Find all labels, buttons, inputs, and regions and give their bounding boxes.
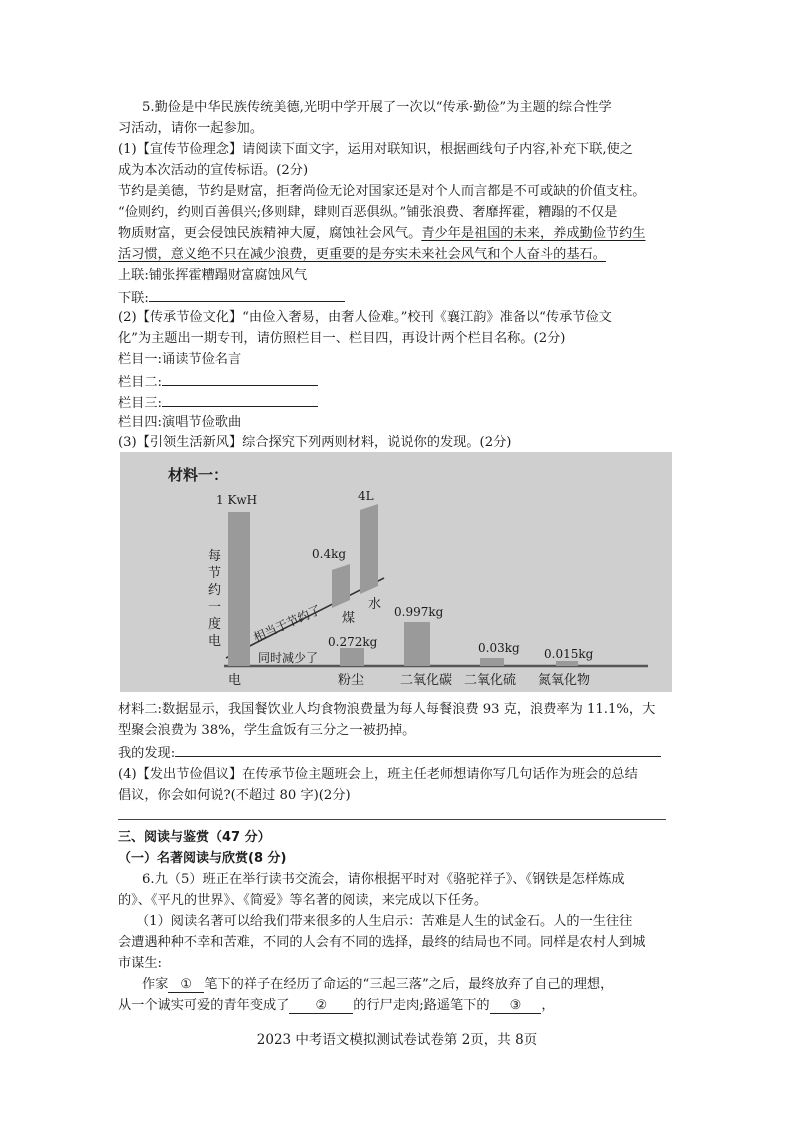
section-three-sub1: （一）名著阅读与欣赏(8 分) xyxy=(118,851,287,866)
q5-part4-line2: 倡议，你会如何说?(不超过 80 字)(2分) xyxy=(118,788,351,803)
q6-part1-line1: （1）阅读名著可以给我们带来很多的人生启示：苦难是人生的试金石。人的一生往往 xyxy=(136,914,633,929)
couplet-lower-label: 下联: xyxy=(118,291,149,306)
q5-part4-line1: (4)【发出节俭倡议】在传承节俭主题班会上，班主任老师想请你写几句话作为班会的总结 xyxy=(118,767,638,782)
couplet-lower-row xyxy=(118,287,678,309)
chart-value-label: 0.4kg xyxy=(312,547,347,561)
material-two-line1: 材料二:数据显示，我国餐饮业人均食物浪费量为每人每餐浪费 93 克，浪费率为 11.1%，大 xyxy=(118,702,656,717)
chart-caption-char: 节 xyxy=(208,566,222,581)
column-two-label: 栏目二: xyxy=(118,375,163,390)
chart-reduced-label: 同时减少了 xyxy=(258,651,319,665)
couplet-upper: 上联:铺张挥霍糟蹋财富腐蚀风气 xyxy=(118,268,308,283)
passage-underlined-line: 活习惯，意义绝不只在减少浪费，更重要的是夯实未来社会风气和个人奋斗的基石。 xyxy=(118,247,606,262)
blank-3[interactable]: ③ xyxy=(490,998,542,1014)
column-three-row xyxy=(118,392,678,414)
chart-category-label: 二氧化碳 xyxy=(400,673,453,688)
chart-bar-氮氧化物 xyxy=(556,661,578,666)
q6-line2: 的》、《平凡的世界》、《简爱》等名著的阅读，来完成以下任务。 xyxy=(118,893,488,908)
chart-category-label: 煤 xyxy=(342,611,356,626)
chart-value-label: 4L xyxy=(358,489,374,503)
section-three-heading: 三、阅读与鉴赏（47 分） xyxy=(118,830,271,845)
passage-line3 xyxy=(118,224,678,244)
material-two-line2: 型聚会浪费为 38%，学生盒饭有三分之一被扔掉。 xyxy=(118,723,416,738)
column-four: 栏目四:演唱节俭歌曲 xyxy=(118,415,242,430)
chart-category-label: 电 xyxy=(228,673,242,688)
chart-value-label: 0.015kg xyxy=(544,647,594,661)
chart-category-label: 氮氧化物 xyxy=(538,673,591,688)
q5-part1-line1: (1)【宣传节俭理念】请阅读下面文字，运用对联知识，根据画线句子内容,补充下联,使之 xyxy=(118,142,633,157)
material-one-chart xyxy=(120,452,672,692)
page-footer: 2023 中考语文模拟测试卷试卷第 2页，共 8页 xyxy=(256,1032,538,1048)
couplet-lower-blank[interactable] xyxy=(149,287,345,302)
passage-line1: 节约是美德，节约是财富，拒奢尚俭无论对国家还是对个人而言都是不可或缺的价值支柱。 xyxy=(118,184,646,199)
chart-caption-char: 一 xyxy=(208,600,222,615)
q6-fill-line2 xyxy=(118,996,678,1016)
q6-part1-line2: 会遭遇种种不幸和苦难，不同的人会有不同的选择，最终的结局也不同。同样是农村人到城 xyxy=(118,935,646,950)
column-one: 栏目一:诵读节俭名言 xyxy=(118,352,242,367)
blank-1[interactable]: ① xyxy=(168,977,204,993)
chart-bar-煤 xyxy=(332,564,350,608)
chart-svg xyxy=(120,452,672,692)
fill-text: 的行尸走肉;路遥笔下的 xyxy=(353,998,490,1013)
chart-bar-粉尘 xyxy=(340,648,364,666)
q5-part1-line2: 成为本次活动的宣传标语。(2分) xyxy=(118,163,309,178)
chart-bar-电 xyxy=(228,512,250,666)
passage-line2: “俭则约，约则百善俱兴;侈则肆，肆则百恶俱纵。”铺张浪费、奢靡挥霍，糟蹋的不仅是 xyxy=(118,205,618,220)
chart-bar-水 xyxy=(360,504,378,594)
fill-text: 笔下的祥子在经历了命运的“三起三落”之后，最终放弃了自己的理想， xyxy=(204,977,614,992)
fill-text: 从一个诚实可爱的青年变成了 xyxy=(118,998,290,1013)
chart-category-label: 水 xyxy=(368,597,382,612)
finding-row xyxy=(118,742,678,764)
chart-caption-char: 度 xyxy=(208,617,222,632)
column-two-blank[interactable] xyxy=(162,371,318,386)
chart-saved-label: 相当于节约了 xyxy=(251,602,324,645)
q6-line1: 6.九（5）班正在举行读书交流会，请你根据平时对《骆驼祥子》、《钢铁是怎样炼成 xyxy=(142,872,625,887)
fill-text: ， xyxy=(541,998,555,1013)
chart-category-label: 二氧化硫 xyxy=(464,673,517,688)
answer-line[interactable] xyxy=(118,819,666,820)
chart-caption-char: 约 xyxy=(208,583,222,598)
chart-left-caption xyxy=(208,549,221,649)
blank-2[interactable]: ② xyxy=(289,998,353,1014)
passage-line3-plain: 物质财富，更会侵蚀民族精神大厦，腐蚀社会风气。 xyxy=(118,226,422,241)
chart-caption-char: 每 xyxy=(208,549,222,564)
column-three-blank[interactable] xyxy=(162,392,318,407)
q6-part1-line3: 市谋生: xyxy=(118,956,163,971)
chart-value-label: 1 KwH xyxy=(216,493,258,507)
chart-value-label: 0.03kg xyxy=(478,641,520,655)
finding-blank[interactable] xyxy=(175,742,661,757)
q5-intro-line1: 5.勤俭是中华民族传统美德,光明中学开展了一次以“传承·勤俭”为主题的综合性学 xyxy=(142,100,612,115)
chart-caption-char: 电 xyxy=(208,634,222,649)
q5-part2-line1: (2)【传承节俭文化】“由俭入奢易，由奢人俭难。”校刊《襄江韵》准备以“传承节俭文 xyxy=(118,310,612,325)
q6-fill-line1 xyxy=(142,975,702,995)
fill-text: 作家 xyxy=(142,977,169,992)
chart-category-label: 粉尘 xyxy=(338,673,365,688)
q5-part3: (3)【引领生活新风】综合探究下列两则材料，说说你的发现。(2分) xyxy=(118,435,512,450)
chart-value-label: 0.272kg xyxy=(328,635,378,649)
column-three-label: 栏目三: xyxy=(118,396,163,411)
chart-title: 材料一： xyxy=(168,466,229,484)
q5-intro-line2: 习活动，请你一起参加。 xyxy=(118,121,264,136)
finding-label: 我的发现: xyxy=(118,746,176,761)
column-two-row xyxy=(118,371,678,393)
chart-value-label: 0.997kg xyxy=(394,605,444,619)
passage-underlined-start: 青少年是祖国的未来，养成勤俭节约生 xyxy=(421,226,646,241)
q5-part2-line2: 化”为主题出一期专刊，请仿照栏目一、栏目四，再设计两个栏目名称。(2分) xyxy=(118,331,566,346)
chart-bar-二氧化碳 xyxy=(404,622,430,666)
chart-bar-二氧化硫 xyxy=(480,658,504,666)
